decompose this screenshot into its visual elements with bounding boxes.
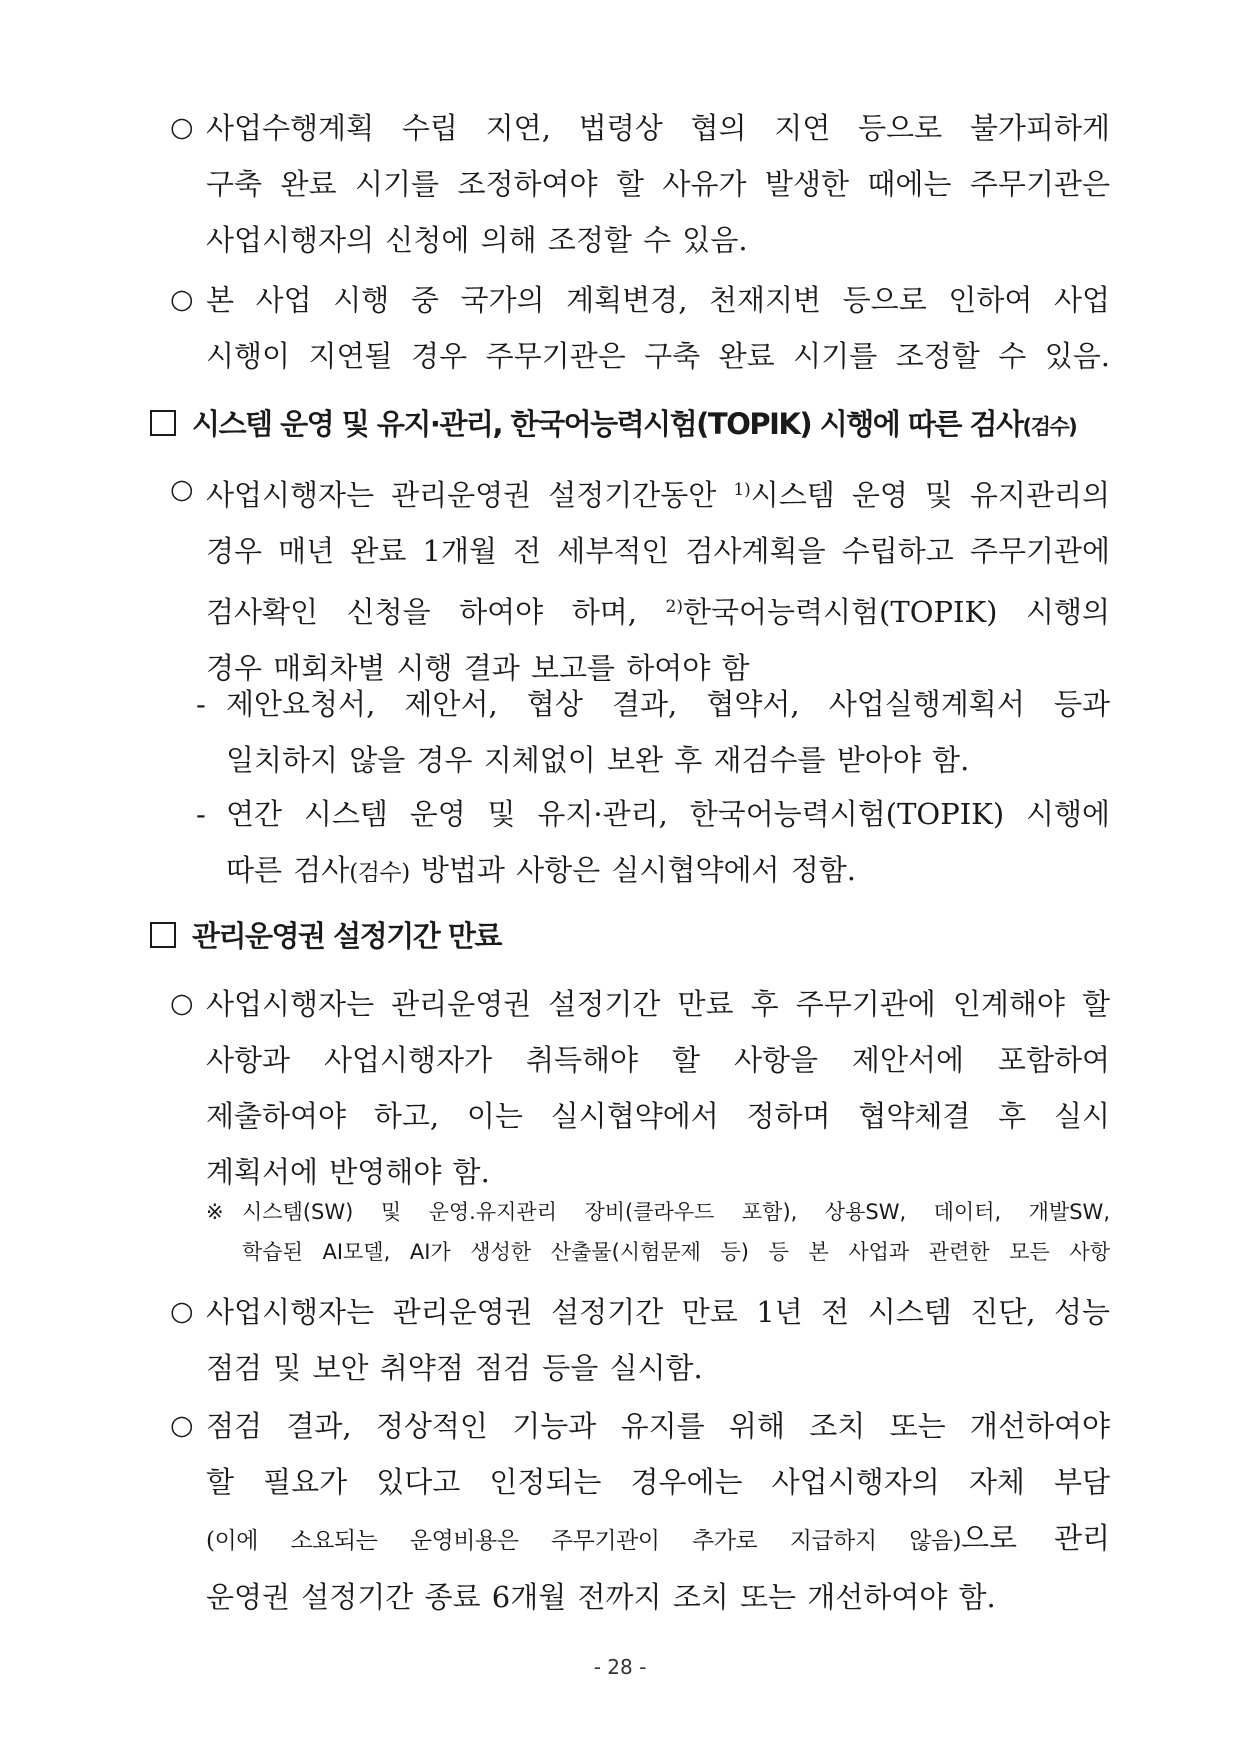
bullet-paragraph-schedule-adjustment bbox=[170, 100, 1110, 268]
text-segment: 방법과 사항은 실시협약에서 정함. bbox=[409, 853, 856, 887]
heading-text: 시스템 운영 및 유지·관리, 한국어능력시험(TOPIK) 시행에 따른 검사 bbox=[192, 407, 1023, 441]
section-heading-inspection bbox=[150, 402, 1110, 449]
text-line: 시스템(SW) 및 운영.유지관리 장비(클라우드 포함), 상용SW, 데이터, 개발SW, bbox=[242, 1200, 1110, 1224]
text-line: 제출하여야 하고, 이는 실시협약에서 정하며 협약체결 후 실시 bbox=[206, 1099, 1110, 1133]
text-line: 일치하지 않을 경우 지체없이 보완 후 재검수를 받아야 함. bbox=[226, 743, 970, 777]
text-line: 사항과 사업시행자가 취득해야 할 사항을 제안서에 포함하여 bbox=[206, 1043, 1110, 1077]
paragraph-body bbox=[206, 100, 1110, 268]
text-line bbox=[206, 579, 1110, 640]
text-line: 사업수행계획 수립 지연, 법령상 협의 지연 등으로 불가피하게 bbox=[206, 111, 1110, 145]
note-mark: ※ bbox=[206, 1200, 224, 1224]
footnote-marker: 1) bbox=[733, 480, 751, 500]
section-heading-expiry bbox=[150, 914, 1110, 958]
dash-item-reinspection bbox=[196, 676, 1110, 788]
text-segment: 따른 검사 bbox=[226, 853, 350, 887]
dash-item-body bbox=[226, 786, 1110, 901]
bullet-paragraph-inspection-plan bbox=[170, 462, 1110, 696]
text-segment-small: (검수) bbox=[349, 860, 410, 886]
checkbox-square-icon bbox=[150, 922, 176, 948]
text-segment-small: (이에 소요되는 운영비용은 주무기관이 추가로 지급하지 않음) bbox=[206, 1528, 962, 1554]
text-segment: 으로 관리 bbox=[961, 1521, 1110, 1555]
circle-bullet: ○ bbox=[170, 988, 194, 1019]
text-segment: 한국어능력시험(TOPIK) 시행의 bbox=[682, 595, 1110, 629]
checkbox-square-icon bbox=[150, 410, 176, 436]
text-line bbox=[206, 1510, 1110, 1569]
text-line: 사업시행자는 관리운영권 설정기간 만료 1년 전 시스템 진단, 성능 bbox=[206, 1295, 1110, 1329]
text-line bbox=[226, 842, 1110, 901]
text-segment: 검사확인 신청을 하여야 하며, bbox=[206, 595, 666, 629]
circle-bullet: ○ bbox=[170, 284, 194, 315]
text-line: 제안요청서, 제안서, 협상 결과, 협약서, 사업실행계획서 등과 bbox=[226, 687, 1110, 721]
heading-text: 관리운영권 설정기간 만료 bbox=[192, 919, 501, 953]
text-line: 학습된 AI모델, AI가 생성한 산출물(시험문제 등) 등 본 사업과 관련한 모든 사항 bbox=[242, 1240, 1110, 1264]
paragraph-body bbox=[206, 462, 1110, 696]
note-body bbox=[242, 1192, 1110, 1272]
text-line: 운영권 설정기간 종료 6개월 전까지 조치 또는 개선하여야 함. bbox=[206, 1580, 996, 1614]
paragraph-body bbox=[206, 1284, 1110, 1396]
text-line: 본 사업 시행 중 국가의 계획변경, 천재지변 등으로 인하여 사업 bbox=[206, 283, 1110, 317]
text-line: 경우 매년 완료 1개월 전 세부적인 검사계획을 수립하고 주무기관에 bbox=[206, 534, 1110, 568]
page-number: - 28 - bbox=[593, 1655, 647, 1679]
circle-bullet: ○ bbox=[170, 474, 194, 505]
text-line: 연간 시스템 운영 및 유지·관리, 한국어능력시험(TOPIK) 시행에 bbox=[226, 797, 1110, 831]
dash-bullet: - bbox=[196, 687, 206, 721]
text-line: 시행이 지연될 경우 주무기관은 구축 완료 시기를 조정할 수 있음. bbox=[206, 339, 1110, 373]
text-line: 점검 및 보안 취약점 점검 등을 실시함. bbox=[206, 1351, 703, 1385]
reference-note bbox=[206, 1192, 1110, 1272]
circle-bullet: ○ bbox=[170, 1296, 194, 1327]
bullet-paragraph-delay bbox=[170, 272, 1110, 384]
dash-item-body bbox=[226, 676, 1110, 788]
paragraph-body bbox=[206, 272, 1110, 384]
paragraph-body bbox=[206, 1398, 1110, 1625]
text-segment: 시스템 운영 및 유지관리의 bbox=[750, 478, 1110, 512]
circle-bullet: ○ bbox=[170, 1410, 194, 1441]
bullet-paragraph-diagnosis bbox=[170, 1284, 1110, 1396]
heading-text-small: (검수) bbox=[1022, 415, 1077, 439]
text-line: 경우 매회차별 시행 결과 보고를 하여야 함 bbox=[206, 651, 750, 685]
text-line: 사업시행자의 신청에 의해 조정할 수 있음. bbox=[206, 223, 748, 257]
circle-bullet: ○ bbox=[170, 112, 194, 143]
paragraph-body bbox=[206, 976, 1110, 1200]
dash-bullet: - bbox=[196, 797, 206, 831]
text-line bbox=[206, 462, 1110, 523]
text-line: 계획서에 반영해야 함. bbox=[206, 1155, 490, 1189]
dash-item-annual-inspection bbox=[196, 786, 1110, 901]
text-line: 할 필요가 있다고 인정되는 경우에는 사업시행자의 자체 부담 bbox=[206, 1465, 1110, 1499]
footnote-marker: 2) bbox=[665, 597, 683, 617]
bullet-paragraph-handover bbox=[170, 976, 1110, 1200]
bullet-paragraph-improvement bbox=[170, 1398, 1110, 1625]
text-segment: 사업시행자는 관리운영권 설정기간동안 bbox=[206, 478, 734, 512]
text-line: 점검 결과, 정상적인 기능과 유지를 위해 조치 또는 개선하여야 bbox=[206, 1409, 1110, 1443]
text-line: 구축 완료 시기를 조정하여야 할 사유가 발생한 때에는 주무기관은 bbox=[206, 167, 1110, 201]
text-line: 사업시행자는 관리운영권 설정기간 만료 후 주무기관에 인계해야 할 bbox=[206, 987, 1110, 1021]
